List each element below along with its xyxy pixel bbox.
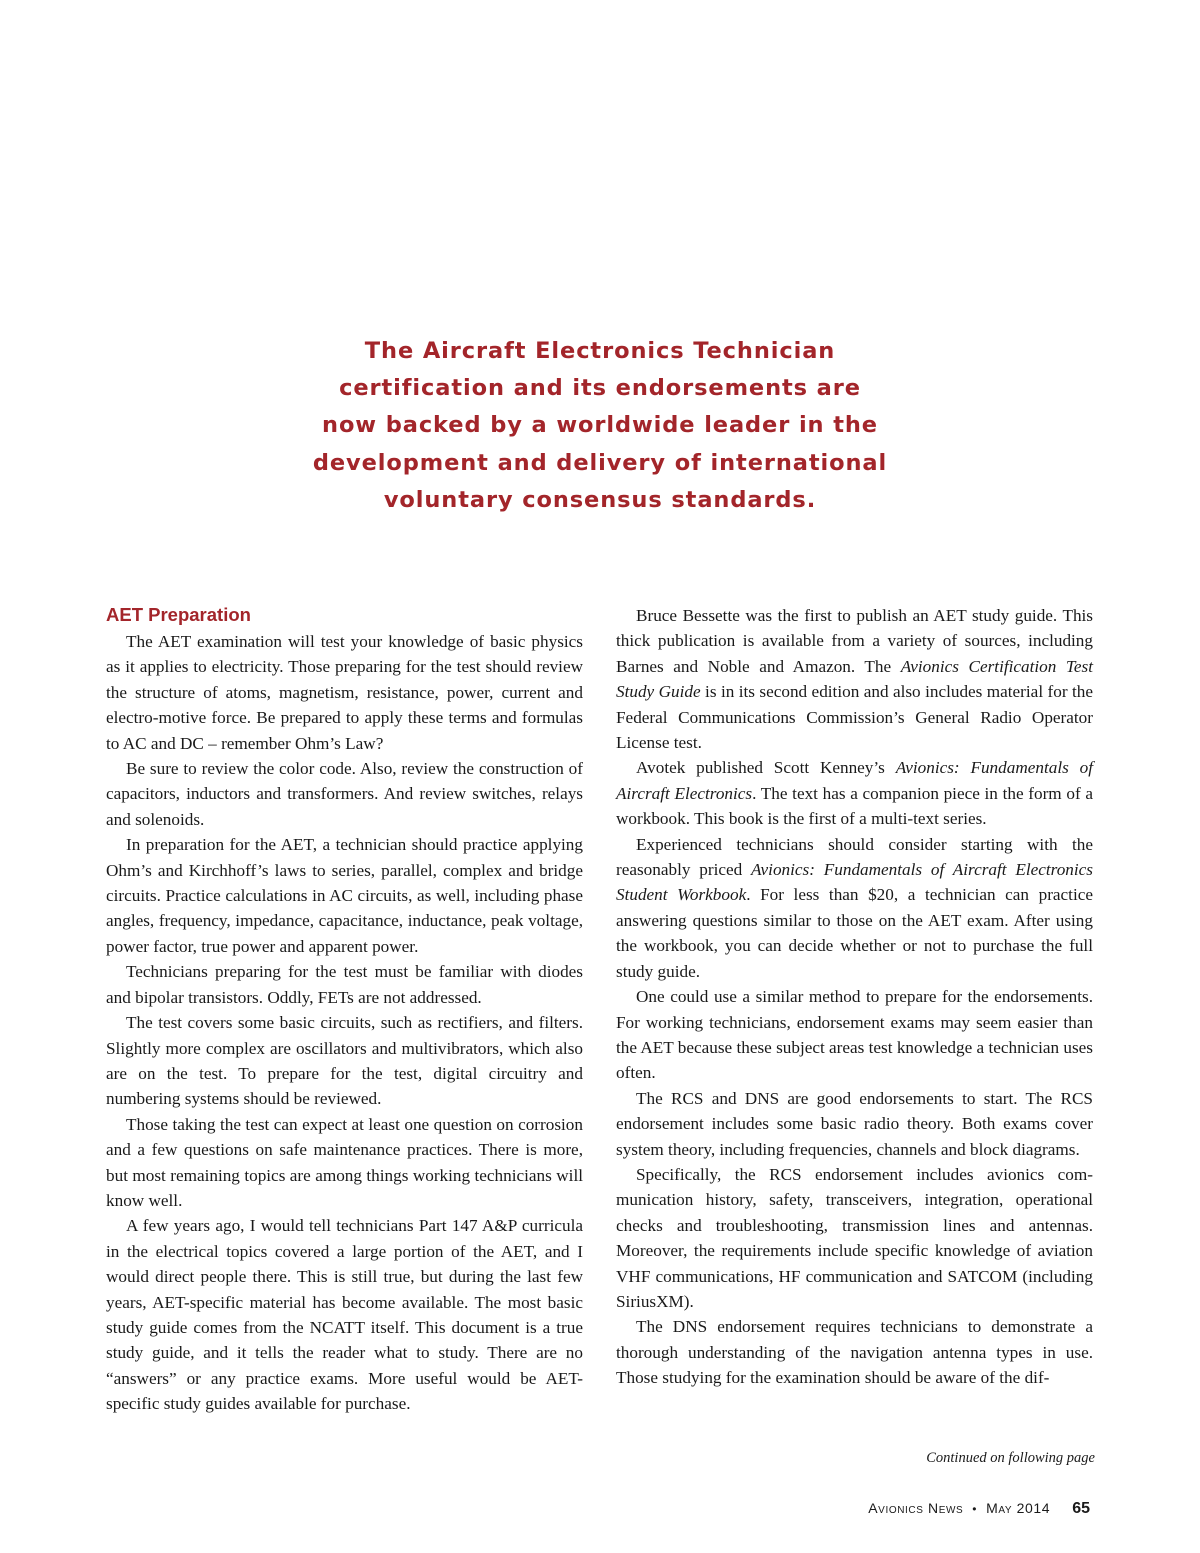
issue-date: May 2014 bbox=[986, 1500, 1051, 1516]
text-run: Specifically, the RCS endorsement includes avionics communication history, safety, transceivers, integration, operational checks and troubleshooting, transmission lines and antennas. Moreover, the requirements include specific knowledge of aviation VHF communications, HF communication and SATCOM (including SiriusXM). bbox=[616, 1164, 1093, 1311]
pull-quote bbox=[300, 333, 900, 519]
pull-quote-line: certification and its endorsements are bbox=[339, 375, 861, 402]
book-title: Avionics Certification Test Study Guide bbox=[616, 656, 1093, 702]
article-column-left bbox=[106, 603, 583, 1417]
book-title: Avionics: Fundamentals of Aircraft Electronics Student Workbook bbox=[616, 860, 1093, 905]
paragraph bbox=[616, 832, 1093, 984]
article-column-right bbox=[616, 603, 1093, 1391]
publication-name: Avionics News bbox=[868, 1500, 964, 1516]
footer-bullet: • bbox=[972, 1502, 978, 1516]
text-run: One could use a similar method to prepare for the endorsements. For working technicians, endorsement exams may seem easier than the AET because these subject areas test knowledge a technician uses often. bbox=[616, 987, 1093, 1083]
paragraph bbox=[616, 1162, 1093, 1314]
text-run: Bruce Bessette was the first to publish an AET study guide. This thick publication is available from a variety of sources, including Barnes and Noble and Amazon. The bbox=[616, 606, 1093, 676]
paragraph: In preparation for the AET, a technician should practice applying Ohm’s and Kirchhoff’s laws to series, parallel, complex and bridge circuits. Practice calculations in AC circuits, as well, including phase angles, frequency, impedance, capacitance, inductance, peak voltage, power factor, true power and apparent power. bbox=[106, 835, 583, 956]
pull-quote-line: The Aircraft Electronics Technician bbox=[364, 338, 836, 364]
paragraph: Technicians preparing for the test must be familiar with diodes and bipolar transistors. Oddly, FETs are not addressed. bbox=[106, 962, 583, 1007]
pull-quote-line: now backed by a worldwide leader in the bbox=[322, 412, 878, 439]
paragraph: Be sure to review the color code. Also, review the construction of capacitors, inductors and transformers. And review switches, relays and solenoids. bbox=[106, 759, 583, 829]
text-run: Experienced technicians should consider starting with the reasonably priced bbox=[616, 834, 1093, 880]
paragraph bbox=[616, 755, 1093, 831]
page-footer bbox=[868, 1500, 1090, 1518]
text-run: . For less than $20, a technician can practice answering questions similar to those on the AET exam. After using the workbook, you can decide whether or not to purchase the full study guide. bbox=[616, 885, 1093, 981]
section-heading: AET Preparation bbox=[106, 604, 251, 625]
text-run: . The text has a companion piece in the form of a workbook. This book is the first of a multi-text series. bbox=[616, 783, 1093, 829]
paragraph bbox=[616, 603, 1093, 755]
paragraph: The test covers some basic circuits, such as rectifiers, and filters. Slightly more complex are oscillators and multivibrators, which also are on the test. To prepare for the test, digital circuitry and numbering systems should be reviewed. bbox=[106, 1013, 583, 1109]
text-run: The RCS and DNS are good endorsements to start. The RCS endorsement includes some basic radio theory. Both exams cover system theory, including frequencies, channels and block diagrams. bbox=[616, 1088, 1093, 1159]
page-number: 65 bbox=[1072, 1500, 1090, 1517]
paragraph bbox=[616, 984, 1093, 1086]
paragraph bbox=[616, 1314, 1093, 1390]
paragraph bbox=[616, 1086, 1093, 1162]
pull-quote-line: development and delivery of international bbox=[312, 449, 888, 476]
paragraph: A few years ago, I would tell technicians Part 147 A&P curricula in the electrical topics covered a large portion of the AET, and I would direct people there. This is still true, but during the last few years, AET-specific material has become available. The most basic study guide comes from the NCATT itself. This document is a true study guide, and it tells the reader what to study. There are no “answers” or any practice exams. More useful would be AET-specific study guides available for purchase. bbox=[106, 1216, 583, 1414]
text-run: The DNS endorsement requires technicians to demonstrate a thorough understanding of the navigation antenna types in use. Those studying for the examination should be aware of the dif- bbox=[616, 1317, 1093, 1388]
continued-note: Continued on following page bbox=[926, 1450, 1095, 1466]
paragraph: The AET examination will test your knowledge of basic physics as it applies to electricity. Those preparing for the test should review the structure of atoms, magnetism, resistance, power, current and electro-motive force. Be prepared to apply these terms and formulas to AC and DC – remember Ohm’s Law? bbox=[106, 632, 583, 753]
text-run: is in its second edition and also includes material for the Federal Communications Commission’s General Radio Operator License test. bbox=[616, 682, 1093, 753]
paragraph: Those taking the test can expect at least one question on corrosion and a few questions on safe maintenance practices. There is more, but most remaining topics are among things working technicians will know well. bbox=[106, 1114, 583, 1210]
text-run: Avotek published Scott Kenney’s bbox=[636, 758, 896, 778]
book-title: Avionics: Fundamentals of Aircraft Electronics bbox=[616, 758, 1093, 803]
pull-quote-line: voluntary consensus standards. bbox=[383, 486, 817, 513]
